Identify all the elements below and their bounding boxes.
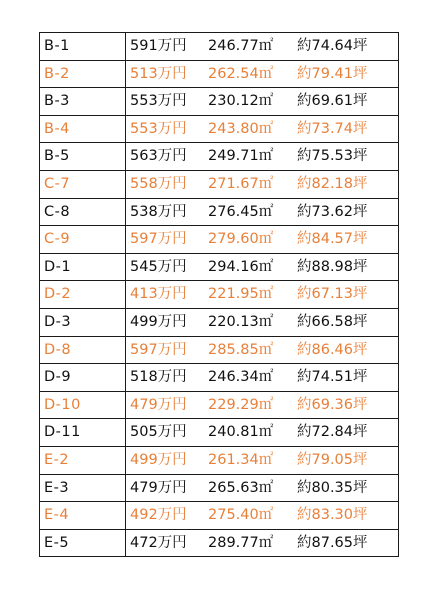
lot-area: 294.16㎡ — [208, 258, 274, 275]
lot-info-cell — [126, 502, 399, 530]
lot-tsubo: 約72.84坪 — [297, 424, 368, 441]
lot-id-cell: E-3 — [40, 474, 126, 502]
table-row — [40, 143, 399, 171]
lot-tsubo: 約79.41坪 — [297, 65, 368, 82]
lot-id-cell: C-7 — [40, 170, 126, 198]
table-row — [40, 115, 399, 143]
table-row — [40, 336, 399, 364]
lot-info-cell — [126, 226, 399, 254]
lot-area: 240.81㎡ — [208, 424, 274, 441]
lot-price: 558万円 — [130, 176, 187, 193]
table-row — [40, 391, 399, 419]
lot-price: 413万円 — [130, 286, 187, 303]
table-row — [40, 419, 399, 447]
lot-info-cell — [126, 170, 399, 198]
lot-table-body — [40, 33, 399, 557]
lot-id-cell: B-5 — [40, 143, 126, 171]
lot-id-cell: E-2 — [40, 446, 126, 474]
lot-info-cell — [126, 446, 399, 474]
lot-id-cell: E-5 — [40, 529, 126, 557]
lot-tsubo: 約67.13坪 — [297, 286, 368, 303]
lot-tsubo: 約74.51坪 — [297, 369, 368, 386]
lot-tsubo: 約69.36坪 — [297, 396, 368, 413]
lot-id-cell: B-1 — [40, 33, 126, 61]
table-row — [40, 198, 399, 226]
table-row — [40, 170, 399, 198]
lot-tsubo: 約83.30坪 — [297, 507, 368, 524]
lot-info-cell — [126, 281, 399, 309]
lot-tsubo: 約69.61坪 — [297, 93, 368, 110]
lot-id-cell: D-8 — [40, 336, 126, 364]
lot-tsubo: 約75.53坪 — [297, 148, 368, 165]
lot-info-cell — [126, 198, 399, 226]
lot-price: 518万円 — [130, 369, 187, 386]
lot-info-cell — [126, 33, 399, 61]
lot-info-cell — [126, 60, 399, 88]
lot-price: 492万円 — [130, 507, 187, 524]
table-row — [40, 226, 399, 254]
lot-price: 472万円 — [130, 534, 187, 551]
table-row — [40, 88, 399, 116]
lot-price: 499万円 — [130, 451, 187, 468]
lot-price: 513万円 — [130, 65, 187, 82]
lot-info-cell — [126, 529, 399, 557]
lot-price: 538万円 — [130, 203, 187, 220]
lot-area: 262.54㎡ — [208, 65, 274, 82]
lot-price: 553万円 — [130, 120, 187, 137]
lot-info-cell — [126, 308, 399, 336]
lot-id-cell: D-10 — [40, 391, 126, 419]
lot-info-cell — [126, 419, 399, 447]
lot-info-cell — [126, 474, 399, 502]
lot-price: 479万円 — [130, 396, 187, 413]
lot-area: 279.60㎡ — [208, 231, 274, 248]
lot-price: 545万円 — [130, 258, 187, 275]
lot-area: 261.34㎡ — [208, 451, 274, 468]
lot-area: 243.80㎡ — [208, 120, 274, 137]
lot-price: 499万円 — [130, 313, 187, 330]
lot-area: 271.67㎡ — [208, 176, 274, 193]
lot-id-cell: B-4 — [40, 115, 126, 143]
lot-id-cell: D-11 — [40, 419, 126, 447]
lot-area: 276.45㎡ — [208, 203, 274, 220]
lot-tsubo: 約88.98坪 — [297, 258, 368, 275]
lot-area: 275.40㎡ — [208, 507, 274, 524]
table-row — [40, 364, 399, 392]
lot-area: 229.29㎡ — [208, 396, 274, 413]
lot-price-table — [39, 32, 399, 557]
lot-info-cell — [126, 364, 399, 392]
lot-info-cell — [126, 253, 399, 281]
lot-price: 505万円 — [130, 424, 187, 441]
lot-id-cell: D-1 — [40, 253, 126, 281]
lot-id-cell: B-3 — [40, 88, 126, 116]
lot-area: 265.63㎡ — [208, 479, 274, 496]
lot-price: 597万円 — [130, 341, 187, 358]
lot-tsubo: 約87.65坪 — [297, 534, 368, 551]
lot-tsubo: 約86.46坪 — [297, 341, 368, 358]
lot-id-cell: E-4 — [40, 502, 126, 530]
lot-id-cell: D-9 — [40, 364, 126, 392]
lot-id-cell: C-8 — [40, 198, 126, 226]
lot-id-cell: D-2 — [40, 281, 126, 309]
table-row — [40, 253, 399, 281]
table-row — [40, 60, 399, 88]
lot-area: 289.77㎡ — [208, 534, 274, 551]
lot-price: 591万円 — [130, 38, 187, 55]
lot-info-cell — [126, 143, 399, 171]
lot-price: 597万円 — [130, 231, 187, 248]
lot-tsubo: 約82.18坪 — [297, 176, 368, 193]
table-row — [40, 33, 399, 61]
lot-tsubo: 約84.57坪 — [297, 231, 368, 248]
table-row — [40, 308, 399, 336]
lot-area: 230.12㎡ — [208, 93, 274, 110]
table-row — [40, 529, 399, 557]
lot-area: 221.95㎡ — [208, 286, 274, 303]
table-row — [40, 474, 399, 502]
lot-id-cell: D-3 — [40, 308, 126, 336]
lot-area: 249.71㎡ — [208, 148, 274, 165]
lot-price: 479万円 — [130, 479, 187, 496]
lot-tsubo: 約73.62坪 — [297, 203, 368, 220]
lot-tsubo: 約66.58坪 — [297, 313, 368, 330]
lot-tsubo: 約79.05坪 — [297, 451, 368, 468]
lot-info-cell — [126, 391, 399, 419]
lot-area: 246.77㎡ — [208, 38, 274, 55]
lot-tsubo: 約74.64坪 — [297, 38, 368, 55]
table-row — [40, 502, 399, 530]
lot-area: 220.13㎡ — [208, 313, 274, 330]
lot-info-cell — [126, 88, 399, 116]
lot-tsubo: 約73.74坪 — [297, 120, 368, 137]
lot-area: 246.34㎡ — [208, 369, 274, 386]
lot-price: 563万円 — [130, 148, 187, 165]
lot-area: 285.85㎡ — [208, 341, 274, 358]
table-row — [40, 281, 399, 309]
table-row — [40, 446, 399, 474]
lot-id-cell: B-2 — [40, 60, 126, 88]
lot-id-cell: C-9 — [40, 226, 126, 254]
lot-tsubo: 約80.35坪 — [297, 479, 368, 496]
lot-info-cell — [126, 336, 399, 364]
lot-info-cell — [126, 115, 399, 143]
lot-price: 553万円 — [130, 93, 187, 110]
